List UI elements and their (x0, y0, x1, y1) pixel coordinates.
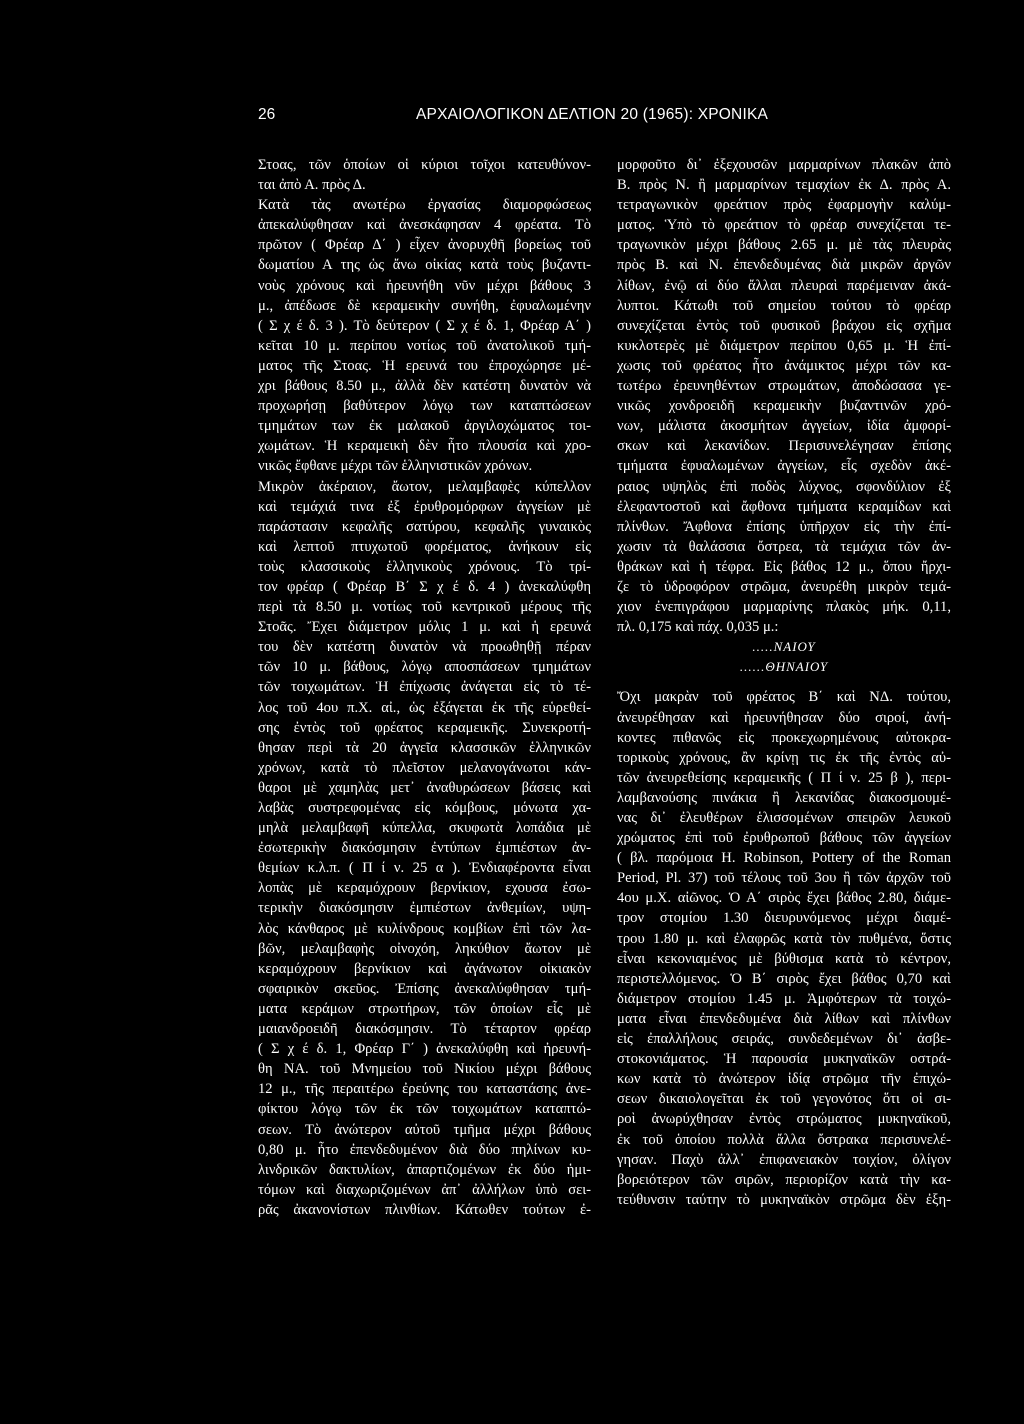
text-line: ἀνευρέθησαν καὶ ἠρευνήθησαν δύο σιροί, ἀνή- (617, 709, 951, 726)
inscription-line: .....ΝΑΙΟΥ (752, 639, 816, 655)
text-line: θαροι μὲ χαμηλὰς μετ᾽ ἀναθυρώσεων βάσεις καὶ (258, 779, 591, 796)
left-column (258, 155, 591, 1220)
text-line: ροὶ ἀνωρύχθησαν ἐντὸς στρώματος μυκηναϊκοῦ, (617, 1111, 951, 1128)
text-line: ζε τὸ ὑδροφόρον στρῶμα, ἀνευρέθη μικρὸν τεμά- (617, 578, 951, 595)
text-line: ματος. Ὑπὸ τὸ φρεάτιον τὸ φρέαρ συνεχίζεται τε- (617, 217, 951, 234)
text-line: τον φρέαρ ( Φρέαρ Β΄ Σ χ έ δ. 4 ) ἀνεκαλύφθη (258, 578, 591, 595)
text-line: χιον ἐνεπιγράφου μαρμαρίνης πλακὸς μήκ. 0,11, (617, 599, 951, 616)
right-column (617, 155, 951, 1210)
text-line: θεμίων κ.λ.π. ( Π ί ν. 25 α ). Ἐνδιαφέροντα εἶναι (258, 860, 591, 877)
text-line: τορικοὺς χρόνους, ἂν κρίνῃ τις ἐκ τῆς ἐντὸς αὐ- (617, 749, 951, 766)
text-line: λυπτοι. Κάτωθι τοῦ σημείου τούτου τὸ φρέαρ (617, 297, 951, 314)
text-line: πρὸς Β. καὶ Ν. ἐπενδεδυμένας διὰ μικρῶν ἀργῶν (617, 257, 951, 274)
text-line: ματα κεράμων στρωτήρων, τῶν ὁποίων εἷς μὲ (258, 1000, 591, 1017)
text-line: περιστελλόμενος. Ὁ Β΄ σιρὸς ἔχει βάθος 0,70 καὶ (617, 970, 951, 987)
text-line: λὸς κάνθαρος μὲ κυλίνδρους κομβίων ἐπὶ τῶν λα- (258, 920, 591, 937)
text-line: θη ΝΑ. τοῦ Μνημείου τοῦ Νικίου μέχρι βάθους (258, 1061, 591, 1078)
text-line: στοκονιάματος. Ἡ παρουσία μυκηναϊκῶν οστρά- (617, 1051, 951, 1068)
text-line: τῶν ἀνευρεθείσης κεραμεικῆς ( Π ί ν. 25 β ), περι- (617, 769, 951, 786)
text-line: πρῶτον ( Φρέαρ Δ΄ ) εἶχεν ἀνορυχθῆ βορείως τοῦ (258, 237, 591, 254)
text-line: νων, μάλιστα ἀκοσμήτων ἀγγείων, ἰδία ἀμφορί- (617, 418, 951, 435)
text-line: κεραμόχρουν βερνίκιον καὶ ἀγάνωτον οἰκιακὸν (258, 960, 591, 977)
text-line: σεων δικαιολογεῖται ἐκ τοῦ γεγονότος ὅτι οἱ σι- (617, 1091, 951, 1108)
text-line: βορειότερον τῶν σιρῶν, περιορίζον κατὰ τὴν κα- (617, 1171, 951, 1188)
text-line: τετραγωνικὸν φρεάτιον πρὸς ἐφαρμογὴν καλύμ- (617, 197, 951, 214)
text-line: ἐκ τοῦ ὁποίου πολλὰ ἄλλα ὄστρακα περισυνελέ- (617, 1131, 951, 1148)
text-line: κυκλοτερὲς μὲ διάμετρον περίπου 0,65 μ. Ἡ ἐπί- (617, 337, 951, 354)
text-line: θησαν περὶ τὰ 20 ἀγγεῖα κλασσικῶν ἑλληνικῶν (258, 739, 591, 756)
text-line: τωτέρω ἐρευνηθέντων στρωμάτων, ἀποδώσασα γε- (617, 378, 951, 395)
text-line: τρου 1.80 μ. καὶ ἐλαφρῶς κατὰ τὸν πυθμένα, ὅστις (617, 930, 951, 947)
text-line: Στοας, τῶν ὁποίων οἱ κύριοι τοῖχοι κατευθύνον- (258, 157, 591, 173)
text-line: Κατὰ τὰς ανωτέρω ἐργασίας διαμορφώσεως (258, 197, 591, 214)
text-line: χωσις τοῦ φρέατος ἦτο ἀνάμικτος μέχρι τῶν κα- (617, 357, 951, 374)
text-line: μ., ἀπέδωσε δὲ κεραμεικὴν συνήθη, ἐφυαλωμένην (258, 297, 591, 314)
text-line: προχωρήσῃ βαθύτερον λόγῳ των καταπτώσεων (258, 398, 591, 415)
text-line: σης ἐντὸς τοῦ φρέατος κεραμεικῆς. Συνεκροτή- (258, 719, 591, 736)
page-number: 26 (258, 106, 276, 123)
text-line: τερικὴν διακόσμησιν ἐμπιέστων ἀνθεμίων, υψη- (258, 900, 591, 917)
page-header (258, 106, 774, 130)
text-line: ἀπεκαλύφθησαν καὶ ἀνεσκάφησαν 4 φρέατα. Τὸ (258, 217, 591, 234)
text-line: λινδρικῶν δακτυλίων, ἀπαρτιζομένων ἐκ δύο ἡμι- (258, 1161, 591, 1178)
text-line: φίκτου λόγῳ τῶν ἐκ τῶν τοιχωμάτων καταπτώ- (258, 1101, 591, 1118)
text-line: ρᾶς ἀκανονίστων πλινθίων. Κάτωθεν τούτων ἐ- (258, 1201, 591, 1218)
text-line: θράκων καὶ ἡ τέφρα. Εἰς βάθος 12 μ., ὅπου ἤρχι- (617, 558, 951, 575)
text-line: κεῖται 10 μ. περίπου νοτίως τοῦ ἀνατολικοῦ τμή- (258, 337, 591, 354)
text-line: ματα εἶναι ἐπενδεδυμένα διὰ λίθων καὶ πλίνθων (617, 1010, 951, 1027)
text-line: χωμάτων. Ἡ κεραμεικὴ δὲν ἦτο πλουσία καὶ χρο- (258, 438, 591, 455)
text-line: χρόνων, κατὰ τὸ πλεῖστον μελανογάνωτοι κάν- (258, 759, 591, 776)
text-line: μαιανδροειδῆ διακόσμησιν. Τὸ τέταρτον φρέαρ (258, 1021, 591, 1038)
text-line: τρον στομίου 1.30 διευρυνόμενος μέχρι διαμέ- (617, 910, 951, 927)
text-line: ται ἀπὸ Α. πρὸς Δ. (258, 177, 366, 194)
text-line: εἰς ἐπαλλήλους σειράς, συνδεδεμένων δι᾽ ἀσβε- (617, 1031, 951, 1048)
text-line: λος τοῦ 4ου π.Χ. αἰ., ὡς ἐξάγεται ἐκ τῆς εὑρεθεί- (258, 699, 591, 716)
text-line: τῶν 10 μ. βάθους, λόγῳ αποσπάσεων τμημάτων (258, 659, 591, 676)
text-line: Period, Pl. 37) τοῦ τέλους τοῦ 3ου ἢ τῶν ἀρχῶν τοῦ (617, 870, 951, 887)
text-line: καὶ λεπτοῦ πτυχωτοῦ φορέματος, ἀνήκουν εἰς (258, 538, 591, 555)
text-line: σκων καὶ λεκανίδων. Περισυνελέγησαν ἐπίσης (617, 438, 951, 455)
text-line: νικῶς ἔφθανε μέχρι τῶν ἑλληνιστικῶν χρόνων. (258, 458, 533, 475)
text-line: πλ. 0,175 καὶ πάχ. 0,035 μ.: (617, 619, 779, 636)
text-line: χρι βάθους 8.50 μ., ἀλλὰ δὲν κατέστη δυνατὸν νὰ (258, 378, 591, 395)
text-line: χωσιν τὰ θαλάσσια ὄστρεα, τὰ τεμάχια τῶν ἀν- (617, 538, 951, 555)
text-line: περὶ τὰ 8.50 μ. νοτίως τοῦ κεντρικοῦ μέρους τῆς (258, 599, 591, 616)
text-line: νικῶς χονδροειδῆ κεραμεικὴν βυζαντινῶν χρό- (617, 398, 951, 415)
text-line: τραγωνικὸν μέχρι βάθους 2.65 μ. μὲ τὰς πλευρὰς (617, 237, 951, 254)
text-line: λίθων, ἐνῷ αἱ δύο ἄλλαι πλευραὶ παρέμειναν ἀκά- (617, 277, 951, 294)
text-line: νας δι᾽ ἐλευθέρων ἑλισσομένων σπειρῶν λευκοῦ (617, 810, 951, 826)
text-line: τόμων καὶ διαχωριζομένων ἀπ᾽ ἀλλήλων ὑπὸ σει- (258, 1181, 591, 1198)
text-line: λοπὰς μὲ κεραμόχρουν βερνίκιον, εχουσα ἐσω- (258, 880, 591, 897)
text-line: 0,80 μ. ἦτο ἐπενδεδυμένον διὰ δύο πηλίνων κυ- (258, 1141, 591, 1158)
text-line: γησαν. Παχὺ ἀλλ᾽ ἐπιφανειακὸν τοιχίον, ὀλίγον (617, 1151, 951, 1168)
text-line: Μικρὸν ἀκέραιον, ἄωτον, μελαμβαφὲς κύπελλον (258, 478, 591, 495)
text-line: ( Σ χ έ δ. 3 ). Τὸ δεύτερον ( Σ χ έ δ. 1, Φρέαρ Α΄ ) (258, 317, 591, 334)
text-line: λαβὰς συστρεφομένας εἰς κόμβους, μόνωτα χα- (258, 800, 591, 816)
text-line: καὶ τεμάχιά τινα ἐξ ἐρυθρομόρφων ἀγγείων μὲ (258, 498, 591, 515)
spacer (617, 677, 951, 687)
text-line: παράστασιν κεφαλῆς σατύρου, κεφαλῆς γυναικὸς (258, 518, 591, 535)
text-line: 4ου μ.Χ. αἰῶνος. Ὁ Α΄ σιρὸς ἔχει βάθος 2.80, διάμε- (617, 890, 951, 907)
text-line: λαμβανούσης πινάκια ἢ λεκανίδας διακοσμουμέ- (617, 789, 951, 806)
text-line: κων κατὰ τὸ ἀνώτερον ἰδίᾳ στρῶμα τῆν ἐπιχώ- (617, 1071, 951, 1088)
text-line: τῶν τοιχωμάτων. Ἡ ἐπίχωσις ἀνάγεται εἰς τὸ τέ- (258, 679, 591, 696)
text-line: μορφοῦτο δι᾽ ἐξεχουσῶν μαρμαρίνων πλακῶν ἀπὸ (617, 157, 951, 173)
text-line: ἐσωτερικὴν διακόσμησιν ἐντύπων ἐμπιέστων ἀν- (258, 840, 591, 857)
text-line: τμήματα ἐφυαλωμένων ἀγγείων, εἷς σχεδὸν ἀκέ- (617, 458, 951, 475)
text-line: ματος τῆς Στοας. Ἡ ερευνά του ἐπροχώρησε μέ- (258, 357, 591, 374)
text-line: ( βλ. παρόμοια Η. Robinson, Pottery of the Roman (617, 850, 951, 867)
text-line: Στοᾶς. Ἔχει διάμετρον μόλις 1 μ. καὶ ἡ ερευνά (258, 619, 591, 636)
text-line: του δὲν κατέστη δυνατὸν νὰ προωθηθῇ πέραν (258, 639, 591, 656)
inscription-line: ......ΘΗΝΑΙΟΥ (739, 659, 829, 675)
text-line: χρώματος ἐπὶ τοῦ ἐρυθρωποῦ βάθους τῶν ἀγγείων (617, 830, 951, 847)
text-line: νοὺς χρόνους καὶ ἠρευνήθη νῦν μέχρι βάθους 3 (258, 277, 591, 294)
text-line: τοὺς κλασσικοὺς ἑλληνικοὺς χρόνους. Τὸ τρί- (258, 558, 591, 575)
text-line: δωματίου Α της ὡς ἄνω οἰκίας κατὰ τοὺς βυζαντι- (258, 257, 591, 274)
text-line: τεύθυνσιν ταύτην τὸ μυκηναϊκὸν στρῶμα δὲν ἐξη- (617, 1191, 951, 1208)
text-line: πλίνθων. Ἄφθονα ἐπίσης ὑπῆρχον εἰς τὴν ἐπί- (617, 518, 951, 535)
text-line: εἶναι κεκονιαμένος μὲ βύθισμα κατὰ τὸ κέντρον, (617, 950, 951, 967)
text-line: σφαιρικὸν σκεῦος. Ἐπίσης ἀνεκαλύφθησαν τμή- (258, 980, 591, 997)
text-line: ( Σ χ έ δ. 1, Φρέαρ Γ΄ ) ἀνεκαλύφθη καὶ ἠρευνή- (258, 1041, 591, 1058)
text-line: διάμετρον στομίου 1.45 μ. Ἀμφότερων τὰ τοιχώ- (617, 990, 951, 1007)
text-line: συνεχίζεται ἐντὸς τοῦ φυσικοῦ βράχου εἰς σχῆμα (617, 317, 951, 334)
text-line: σεων. Τὸ ἀνώτερον αὐτοῦ τμῆμα μέχρι βάθους (258, 1121, 591, 1138)
text-line: μηλὰ μελαμβαφῆ κύπελλα, σκυφωτὰ λοπάδια μὲ (258, 820, 591, 837)
text-line: τμημάτων των ἐκ μαλακοῦ ἀργιλοχώματος τοι- (258, 418, 591, 435)
text-line: Β. πρὸς Ν. ἢ μαρμαρίνων τεμαχίων ἐκ Δ. πρὸς Α. (617, 177, 951, 194)
text-line: κοντες πιθανῶς εἰς προκεχωρημένους αὐτοκρα- (617, 729, 951, 746)
text-line: 12 μ., τῆς περαιτέρω ἐρεύνης του καταστάσης ἀνε- (258, 1081, 591, 1098)
text-line: ἐλεφαντοστοῦ καὶ ἄφθονα τμήματα κεραμίδων καὶ (617, 498, 951, 515)
text-line: Ὄχι μακρὰν τοῦ φρέατος Β΄ καὶ ΝΔ. τούτου, (617, 689, 951, 706)
running-head: ΑΡΧΑΙΟΛΟΓΙΚΟΝ ΔΕΛΤΙΟΝ 20 (1965): ΧΡΟΝΙΚΑ (416, 106, 769, 123)
text-line: ραιος υψηλὸς ἐπὶ ποδὸς λύχνος, σφονδύλιον ἐξ (617, 478, 951, 495)
text-line: βῶν, μελαμβαφὴς οἰνοχόη, ληκύθιον ἄωτον μὲ (258, 940, 591, 957)
